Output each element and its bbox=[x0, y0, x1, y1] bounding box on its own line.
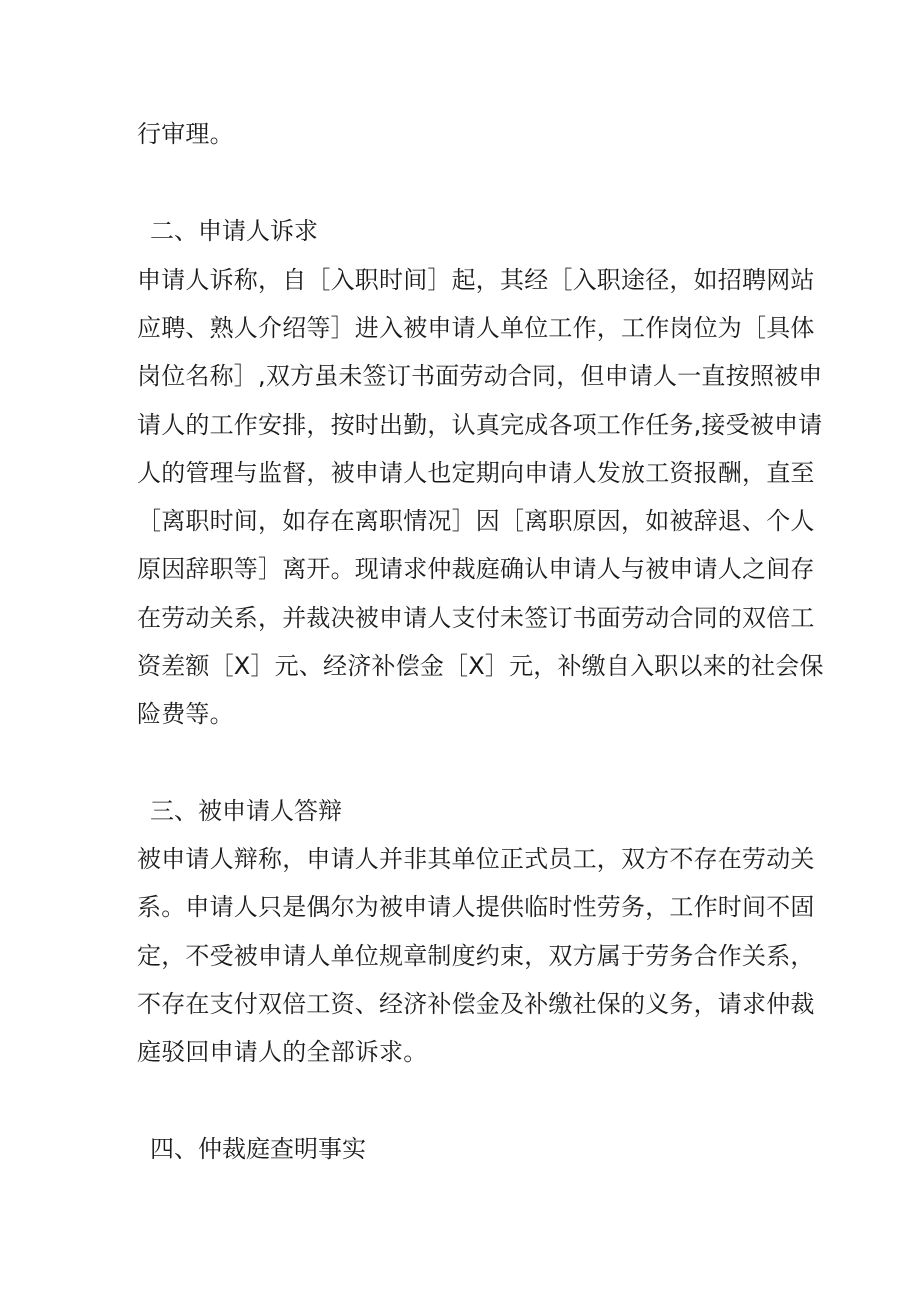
defense-line-5: 庭驳回申请人的全部诉求。 bbox=[137, 1038, 428, 1066]
claims-line-10: 险费等。 bbox=[137, 700, 234, 728]
claims-line-2: 应聘、熟人介绍等］进入被申请人单位工作，工作岗位为［具体 bbox=[137, 314, 815, 342]
claims-line-8: 在劳动关系，并裁决被申请人支付未签订书面劳动合同的双倍工 bbox=[137, 604, 815, 632]
defense-line-2: 系。申请人只是偶尔为被申请人提供临时性劳务，工作时间不固 bbox=[137, 893, 815, 921]
section-heading-defense: 三、被申请人答辩 bbox=[150, 797, 342, 825]
defense-line-3: 定，不受被申请人单位规章制度约束，双方属于劳务合作关系， bbox=[137, 942, 815, 970]
claims-line-7: 原因辞职等］离开。现请求仲裁庭确认申请人与被申请人之间存 bbox=[137, 555, 815, 583]
claims-line-5: 人的管理与监督，被申请人也定期向申请人发放工资报酬，直至 bbox=[137, 459, 815, 487]
claims-line-1: 申请人诉称，自［入职时间］起，其经［入职途径，如招聘网站 bbox=[137, 266, 815, 294]
defense-line-1: 被申请人辩称，申请人并非其单位正式员工，双方不存在劳动关 bbox=[137, 845, 815, 873]
defense-line-4: 不存在支付双倍工资、经济补偿金及补缴社保的义务，请求仲裁 bbox=[137, 990, 815, 1018]
claims-line-4: 请人的工作安排，按时出勤，认真完成各项工作任务,接受被申请 bbox=[137, 411, 823, 439]
claims-line-9: 资差额［X］元、经济补偿金［X］元，补缴自入职以来的社会保 bbox=[137, 652, 824, 680]
claims-line-6: ［离职时间，如存在离职情况］因［离职原因，如被辞退、个人 bbox=[137, 507, 815, 535]
intro-line-1: 行审理。 bbox=[137, 120, 234, 148]
section-heading-findings: 四、仲裁庭查明事实 bbox=[150, 1135, 366, 1163]
section-heading-claims: 二、申请人诉求 bbox=[150, 217, 318, 245]
claims-line-3: 岗位名称］,双方虽未签订书面劳动合同，但申请人一直按照被申 bbox=[137, 362, 823, 390]
